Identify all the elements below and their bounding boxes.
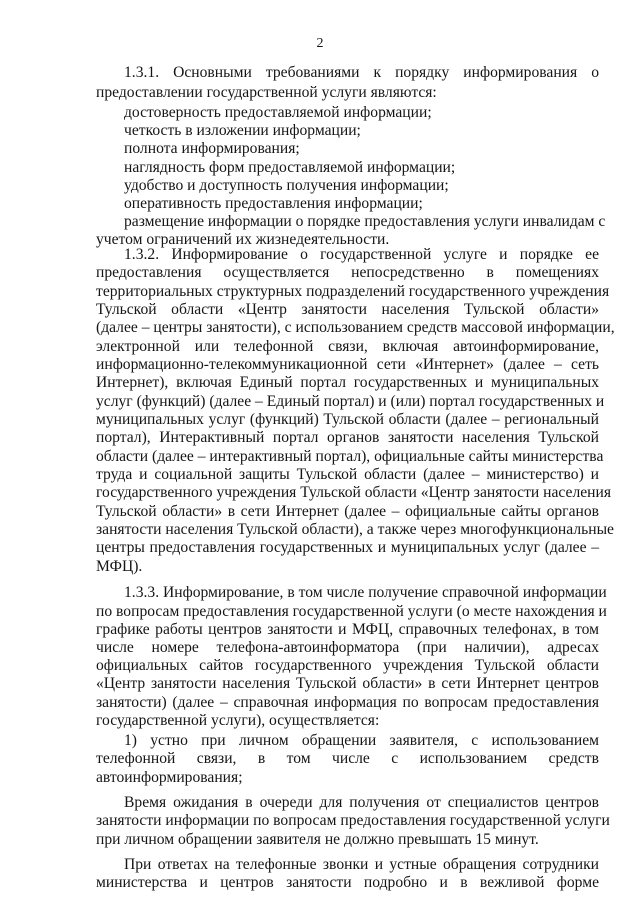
text-line: занятости информации по вопросам предоставления государственной услуги bbox=[96, 812, 610, 829]
text-line: муниципальных услуг (функций) Тульской области (далее – региональный bbox=[96, 411, 599, 428]
text-line: государственной услуги), осуществляется: bbox=[96, 712, 380, 729]
text-line: оперативность предоставления информации; bbox=[124, 195, 423, 212]
text-line: портал), Интерактивный портал органов занятости населения Тульской bbox=[96, 429, 599, 446]
text-line: труда и социальной защиты Тульской области (далее – министерство) и bbox=[96, 466, 599, 483]
text-line: Тульской области «Центр занятости населения Тульской области» bbox=[96, 301, 599, 318]
text-line: наглядность форм предоставляемой информации; bbox=[124, 159, 456, 176]
text-line: 1.3.2. Информирование о государственной услуге и порядке ее bbox=[124, 246, 599, 263]
text-line: Интернет), включая Единый портал государственных и муниципальных bbox=[96, 374, 599, 391]
text-line: Время ожидания в очереди для получения от специалистов центров bbox=[124, 794, 599, 811]
text-line: 1) устно при личном обращении заявителя, с использованием bbox=[124, 732, 599, 749]
text-line: При ответах на телефонные звонки и устные обращения сотрудники bbox=[124, 856, 599, 873]
text-line: информационно-телекоммуникационной сети «Интернет» (далее – сеть bbox=[96, 356, 599, 373]
text-line: министерства и центров занятости подробно и в вежливой форме bbox=[96, 874, 599, 891]
page-number: 2 bbox=[316, 36, 324, 51]
text-line: Тульской области» в сети Интернет (далее – официальные сайты органов bbox=[96, 503, 599, 520]
text-line: занятости) (далее – справочная информация по вопросам предоставления bbox=[96, 694, 599, 711]
text-line: государственного учреждения Тульской области «Центр занятости населения bbox=[96, 484, 612, 501]
text-line: удобство и доступность получения информации; bbox=[124, 177, 449, 194]
text-line: официальных сайтов государственного учреждения Тульской области bbox=[96, 657, 599, 674]
text-line: 1.3.1. Основными требованиями к порядку информирования о bbox=[124, 64, 599, 81]
text-line: центры предоставления государственных и муниципальных услуг (далее – bbox=[96, 539, 599, 556]
text-line: числе номере телефона-автоинформатора (при наличии), адресах bbox=[96, 639, 599, 656]
text-line: при личном обращении заявителя не должно превышать 15 минут. bbox=[96, 831, 539, 848]
text-line: четкость в изложении информации; bbox=[124, 122, 361, 139]
text-line: области (далее – интерактивный портал), официальные сайты министерства bbox=[96, 448, 604, 465]
text-line: электронной или телефонной связи, включая автоинформирование, bbox=[96, 338, 599, 355]
text-line: «Центр занятости населения Тульской области» в сети Интернет центров bbox=[96, 675, 599, 692]
text-line: размещение информации о порядке предоставления услуги инвалидам с bbox=[124, 213, 606, 230]
text-line: по вопросам предоставления государственной услуги (о месте нахождения и bbox=[96, 603, 607, 620]
text-line: (далее – центры занятости), с использованием средств массовой информации, bbox=[96, 319, 615, 336]
text-line: занятости населения Тульской области), а также через многофункциональные bbox=[96, 521, 614, 538]
text-line: предоставлении государственной услуги являются: bbox=[96, 84, 437, 101]
text-line: 1.3.3. Информирование, в том числе получение справочной информации bbox=[124, 584, 607, 601]
text-line: предоставления осуществляется непосредственно в помещениях bbox=[96, 264, 599, 281]
text-line: услуг (функций) (далее – Единый портал) и (или) портал государственных и bbox=[96, 393, 605, 410]
text-line: достоверность предоставляемой информации; bbox=[124, 104, 432, 121]
text-line: телефонной связи, в том числе с использованием средств bbox=[96, 750, 599, 767]
text-line: полнота информирования; bbox=[124, 140, 300, 157]
text-line: графике работы центров занятости и МФЦ, справочных телефонах, в том bbox=[96, 621, 599, 638]
text-line: МФЦ). bbox=[96, 558, 143, 575]
text-line: автоинформирования; bbox=[96, 769, 243, 786]
text-line: территориальных структурных подразделений государственного учреждения bbox=[96, 283, 610, 300]
text-line: учетом ограничений их жизнедеятельности. bbox=[96, 231, 390, 248]
